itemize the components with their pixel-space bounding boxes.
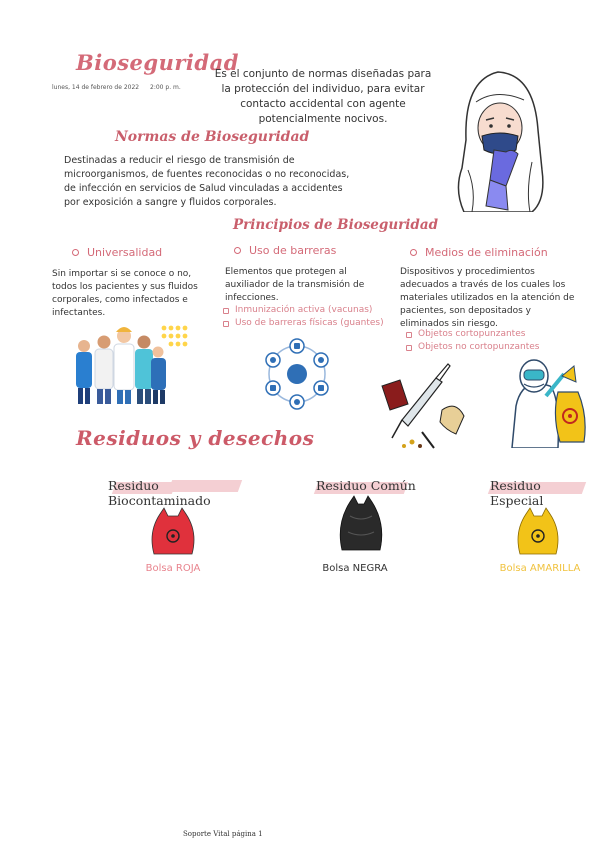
waste-type-especial bbox=[482, 472, 592, 508]
list-item: Objetos no cortopunzantes bbox=[406, 341, 540, 354]
doctor-mask-illustration bbox=[446, 50, 551, 212]
residuos-title: Residuos y desechos bbox=[76, 426, 315, 450]
square-bullet-icon bbox=[406, 345, 412, 351]
health-team-illustration bbox=[72, 318, 192, 406]
square-bullet-icon bbox=[223, 321, 229, 327]
bag-caption-amarilla: Bolsa AMARILLA bbox=[499, 563, 581, 574]
circle-bullet-icon bbox=[234, 247, 241, 254]
normas-text: Destinadas a reducir el riesgo de transmisión de microorganismos, de fuentes reconocidas o no reconocidas, de infección en servicios de Salud vinculadas a accidentes por exposición a sangre y fluidos corporales. bbox=[64, 155, 350, 208]
note-time: 2:00 p. m. bbox=[150, 84, 181, 91]
list-item: Uso de barreras físicas (guantes) bbox=[223, 317, 384, 330]
square-bullet-icon bbox=[406, 332, 412, 338]
note-date: lunes, 14 de febrero de 2022 bbox=[52, 84, 140, 91]
red-bag-icon bbox=[146, 502, 200, 558]
square-bullet-icon bbox=[223, 308, 229, 314]
principle-text: Dispositivos y procedimientos adecuados a través de los cuales los materiales utilizados en la atención de pacientes, son depositados y eliminados sin riesgo. bbox=[400, 267, 575, 329]
waste-type-heading: Residuo Común bbox=[316, 478, 416, 493]
principle-eliminacion-heading bbox=[410, 246, 548, 259]
protection-barriers-illustration bbox=[255, 334, 339, 414]
principle-label: Uso de barreras bbox=[249, 244, 337, 257]
list-item: Inmunización activa (vacunas) bbox=[223, 304, 384, 317]
waste-type-biocontaminado bbox=[100, 472, 260, 508]
page-footer: Soporte Vital página 1 bbox=[183, 830, 263, 838]
circle-bullet-icon bbox=[72, 249, 79, 256]
principios-title: Principios de Bioseguridad bbox=[233, 217, 439, 233]
eliminacion-sublist bbox=[406, 328, 540, 354]
circle-bullet-icon bbox=[410, 249, 417, 256]
list-item: Objetos cortopunzantes bbox=[406, 328, 540, 341]
black-bag-icon bbox=[336, 492, 386, 554]
hazmat-worker-illustration bbox=[502, 356, 586, 448]
waste-type-heading: Residuo Especial bbox=[490, 478, 544, 508]
principle-text: Sin importar si se conoce o no, todos los pacientes y sus fluidos corporales, como infectados e infectantes. bbox=[52, 269, 198, 318]
bag-caption-roja: Bolsa ROJA bbox=[145, 563, 201, 574]
principle-barreras-heading bbox=[234, 244, 336, 257]
intro-text: Es el conjunto de normas diseñadas para la protección del individuo, para evitar contacto accidental con agente potencialmente nocivos. bbox=[214, 68, 432, 125]
principle-universalidad-heading bbox=[72, 246, 162, 259]
principle-label: Universalidad bbox=[87, 246, 163, 259]
normas-title: Normas de Bioseguridad bbox=[115, 129, 310, 145]
waste-type-heading: Residuo Biocontaminado bbox=[108, 478, 211, 508]
principle-text: Elementos que protegen al auxiliador de la transmisión de infecciones. bbox=[225, 267, 365, 303]
barreras-sublist bbox=[223, 304, 384, 330]
yellow-bag-icon bbox=[514, 502, 562, 558]
sharps-waste-illustration bbox=[376, 360, 476, 452]
principle-label: Medios de eliminación bbox=[425, 246, 548, 259]
bag-caption-negra: Bolsa NEGRA bbox=[322, 563, 388, 574]
page-title: Bioseguridad bbox=[76, 50, 239, 75]
